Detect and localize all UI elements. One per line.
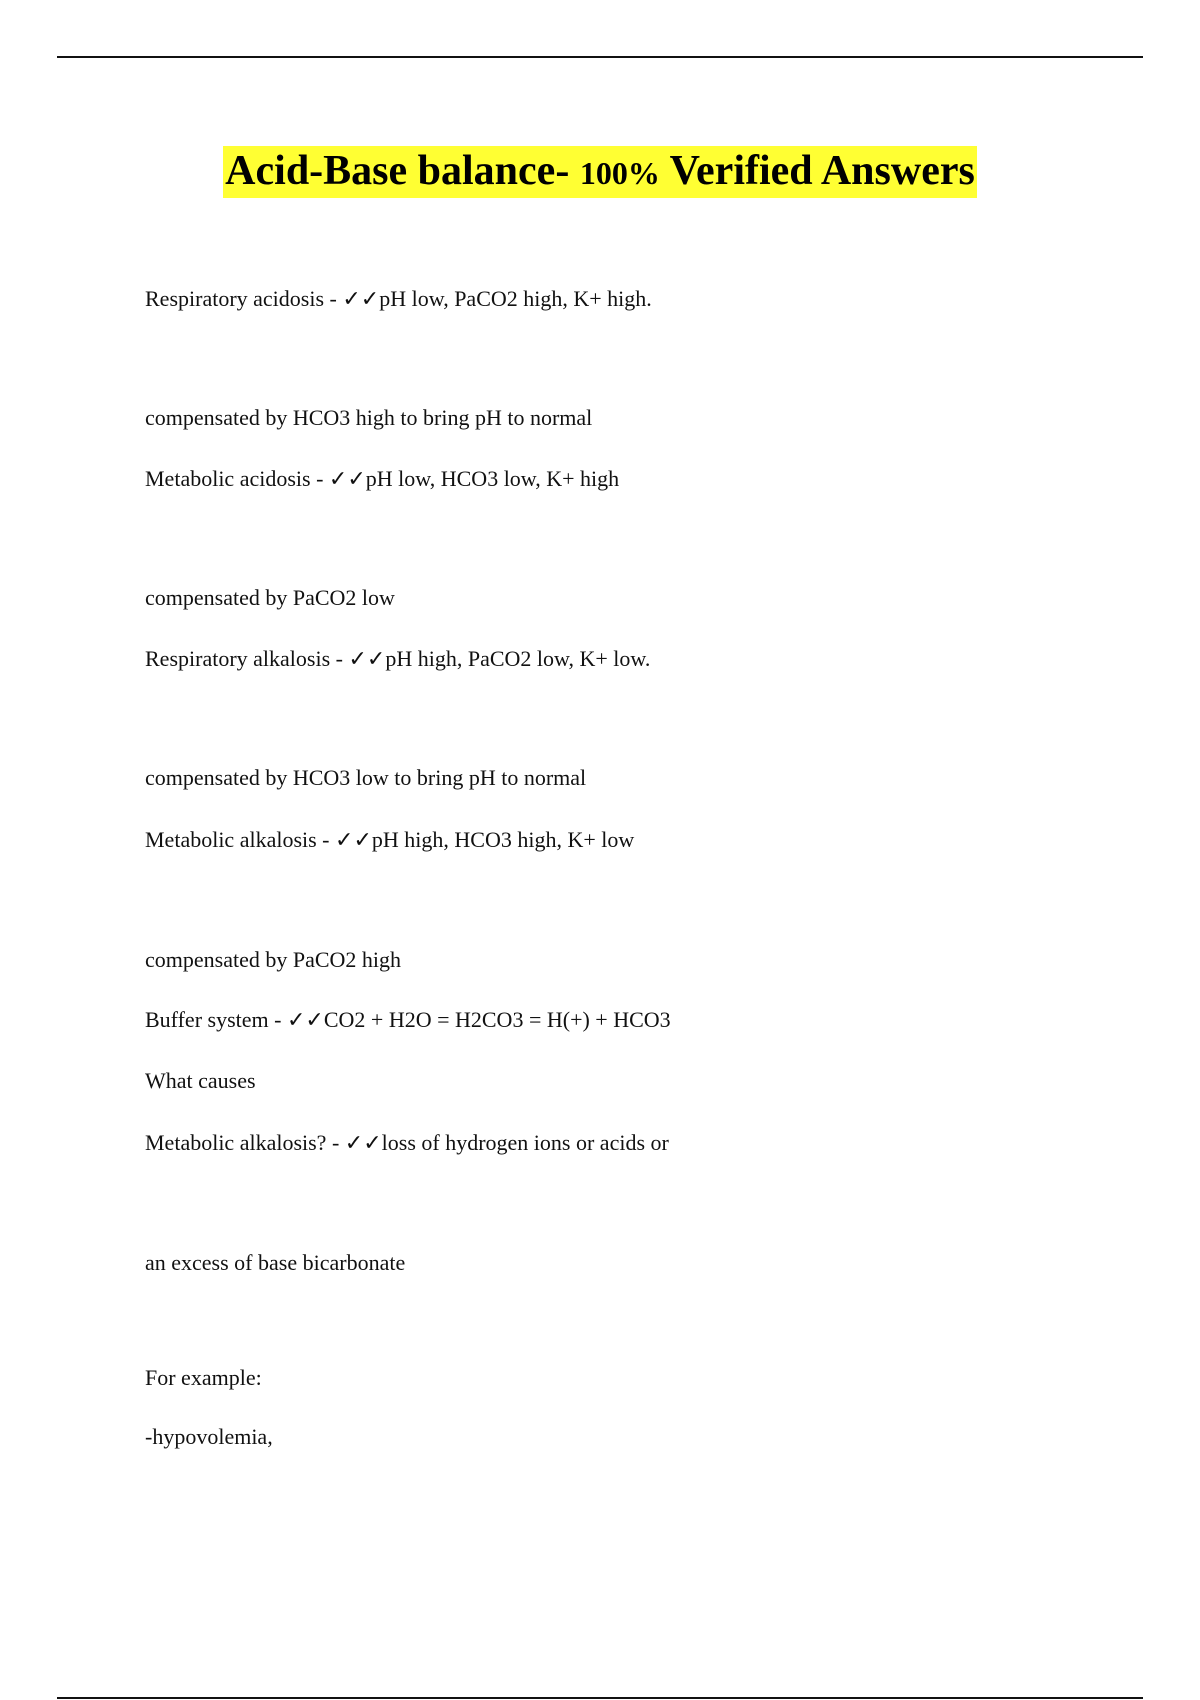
line-text: compensated by HCO3 low to bring pH to normal [145,765,587,790]
title-part-3: Verified Answers [659,148,975,194]
line-prefix: Buffer system - [145,1007,287,1032]
double-check-icon: ✓✓ [328,467,366,492]
line-compensation-3 [145,765,586,791]
line-text: pH low, HCO3 low, K+ high [365,466,620,491]
line-prefix: Metabolic alkalosis? - [145,1130,345,1155]
line-metabolic-alkalosis-question [145,1130,669,1157]
line-text: pH low, PaCO2 high, K+ high. [379,286,652,311]
title-part-2: 100% [579,155,660,191]
line-prefix: Metabolic acidosis - [145,466,329,491]
line-text: -hypovolemia, [145,1424,273,1449]
double-check-icon: ✓✓ [348,647,386,672]
line-text: pH high, HCO3 high, K+ low [371,827,635,852]
double-check-icon: ✓✓ [335,828,372,853]
line-metabolic-acidosis [145,466,619,493]
line-compensation-2 [145,585,395,611]
line-text: For example: [145,1365,262,1390]
line-text: loss of hydrogen ions or acids or [381,1130,669,1155]
line-text: compensated by PaCO2 high [145,947,402,972]
line-what-causes [145,1068,256,1094]
line-metabolic-alkalosis [145,827,634,854]
top-rule [57,56,1143,58]
double-check-icon: ✓✓ [342,287,380,312]
line-text: an excess of base bicarbonate [145,1250,406,1275]
title-part-1: Acid-Base balance- [225,148,580,194]
double-check-icon: ✓✓ [286,1008,324,1033]
line-respiratory-acidosis [145,286,652,313]
line-hypovolemia [145,1424,273,1450]
line-text: What causes [145,1068,256,1093]
line-compensation-1 [145,405,592,431]
line-text: pH high, PaCO2 low, K+ low. [385,646,651,671]
line-prefix: Respiratory acidosis - [145,286,343,311]
line-text: CO2 + H2O = H2CO3 = H(+) + HCO3 [323,1007,671,1032]
line-for-example [145,1365,262,1391]
line-compensation-4 [145,947,401,973]
line-buffer-system [145,1007,671,1034]
line-respiratory-alkalosis [145,646,650,673]
bottom-rule [57,1697,1143,1699]
double-check-icon: ✓✓ [344,1131,382,1156]
line-prefix: Respiratory alkalosis - [145,646,349,671]
line-text: compensated by PaCO2 low [145,585,395,610]
line-prefix: Metabolic alkalosis - [145,827,336,852]
line-text: compensated by HCO3 high to bring pH to normal [145,405,593,430]
page-title [223,146,977,198]
title-container [0,146,1200,198]
line-excess-base [145,1250,405,1276]
